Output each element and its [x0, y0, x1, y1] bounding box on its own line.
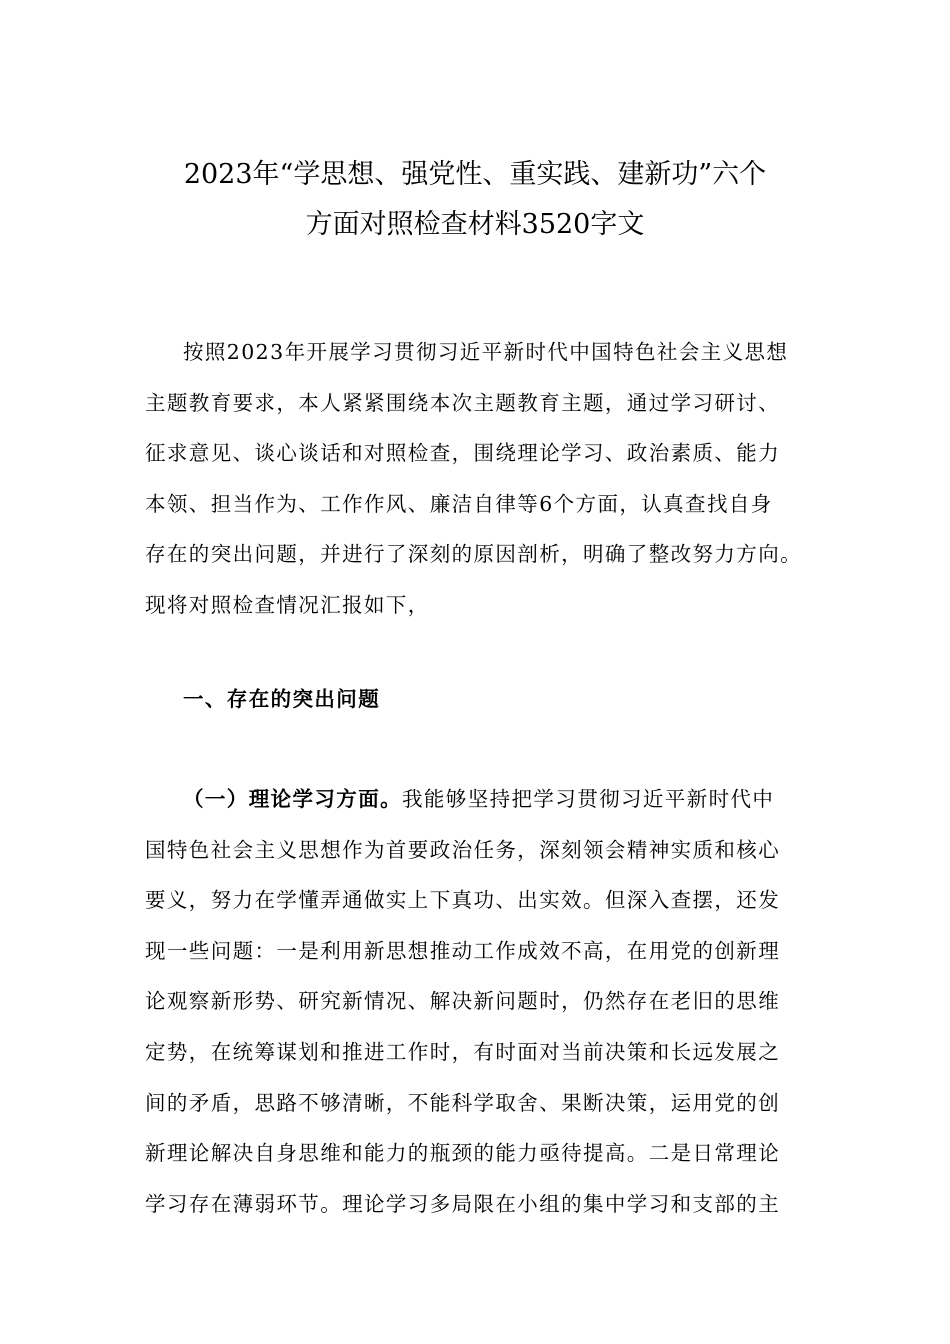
paragraph-line: 国特色社会主义思想作为首要政治任务，深刻领会精神实质和核心: [145, 837, 781, 862]
title-line-1: 2023年“学思想、强党性、重实践、建新功”六个: [183, 159, 767, 190]
paragraph-line: 论观察新形势、研究新情况、解决新问题时，仍然存在老旧的思维: [145, 989, 781, 1014]
paragraph-line: 定势，在统筹谋划和推进工作时，有时面对当前决策和长远发展之: [145, 1039, 781, 1064]
paragraph-text: 我能够坚持把学习贯彻习近平新时代中: [402, 787, 775, 811]
intro-line: 现将对照检查情况汇报如下，: [145, 592, 430, 617]
paragraph-first-line: [145, 774, 815, 825]
subsection-heading: （一）理论学习方面。: [183, 787, 402, 811]
theory-study-paragraph: [145, 774, 815, 1229]
paragraph-line: 新理论解决自身思维和能力的瓶颈的能力亟待提高。二是日常理论: [145, 1141, 781, 1166]
intro-paragraph: [145, 327, 815, 631]
section-heading: 一、存在的突出问题: [183, 687, 381, 711]
intro-line: 存在的突出问题，并进行了深刻的原因剖析，明确了整改努力方向。: [145, 542, 802, 567]
paragraph-line: 要义，努力在学懂弄通做实上下真功、出实效。但深入查摆，还发: [145, 888, 781, 913]
intro-line: 征求意见、谈心谈话和对照检查，围绕理论学习、政治素质、能力: [145, 441, 781, 466]
paragraph-line: 现一些问题：一是利用新思想推动工作成效不高，在用党的创新理: [145, 938, 781, 963]
paragraph-line: 学习存在薄弱环节。理论学习多局限在小组的集中学习和支部的主: [145, 1191, 781, 1216]
paragraph-line: 间的矛盾，思路不够清晰，不能科学取舍、果断决策，运用党的创: [145, 1090, 781, 1115]
intro-line: 主题教育要求，本人紧紧围绕本次主题教育主题，通过学习研讨、: [145, 390, 781, 415]
document-title: [120, 150, 830, 250]
intro-line: 本领、担当作为、工作作风、廉洁自律等6个方面，认真查找自身: [145, 491, 773, 516]
title-line-2: 方面对照检查材料3520字文: [305, 209, 645, 240]
intro-line: 按照2023年开展学习贯彻习近平新时代中国特色社会主义思想: [183, 340, 789, 364]
